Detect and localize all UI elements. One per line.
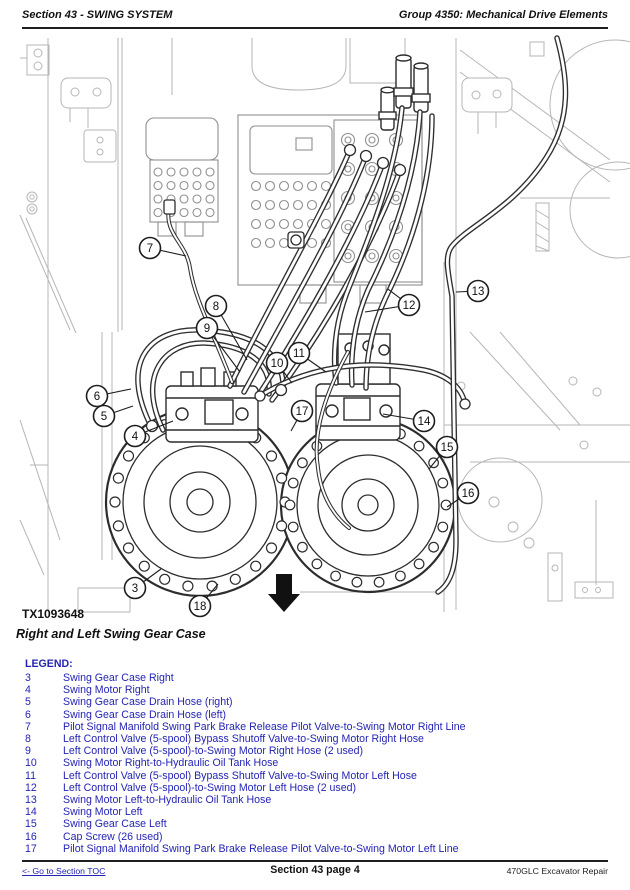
legend-item [25,818,612,830]
legend-item-number: 12 [25,781,37,794]
go-to-section-toc-link[interactable]: <- Go to Section TOC [22,866,106,876]
svg-text:11: 11 [293,347,305,360]
legend-item-number: 16 [25,830,37,843]
callout-12 [365,289,420,316]
legend-item-text: Pilot Signal Manifold Swing Park Brake Release Pilot Valve-to-Swing Motor Right Line [63,720,466,733]
down-arrow-marker [268,574,300,612]
legend-item-text: Swing Motor Right-to-Hydraulic Oil Tank Hose [63,757,279,770]
legend-title: LEGEND: [25,658,73,670]
legend-item-text: Swing Motor Left-to-Hydraulic Oil Tank Hose [63,794,272,807]
legend-item [25,684,612,696]
figure-diagram [0,30,630,622]
legend-item-text: Swing Motor Left [63,806,143,819]
svg-text:4: 4 [131,430,139,443]
legend-item-text: Pilot Signal Manifold Swing Park Brake Release Pilot Valve-to-Swing Motor Left Line [63,842,459,855]
legend-item-number: 13 [25,794,37,807]
callout-13 [456,281,489,302]
figure-image-label: TX1093648 [22,607,85,621]
svg-text:6: 6 [93,390,101,403]
legend-item [25,745,612,757]
legend-item-text: Swing Gear Case Right [63,672,174,684]
svg-text:16: 16 [461,487,475,500]
legend-item [25,721,612,733]
svg-text:17: 17 [295,405,309,418]
legend-item [25,733,612,745]
svg-text:14: 14 [417,415,431,428]
legend-item-number: 8 [25,733,31,746]
legend-item [25,757,612,769]
figure-caption: Right and Left Swing Gear Case [16,627,206,641]
header-group-title: Group 4350: Mechanical Drive Elements [398,9,608,21]
svg-text:18: 18 [193,600,207,613]
legend-item-number: 11 [25,769,36,782]
legend-item-number: 14 [25,806,37,819]
svg-text:15: 15 [440,441,454,454]
legend-item-text: Left Control Valve (5-spool)-to-Swing Motor Right Hose (2 used) [63,745,364,758]
legend-item-text: Swing Gear Case Drain Hose (left) [63,708,227,721]
svg-text:10: 10 [270,357,284,370]
legend-item-text: Swing Gear Case Left [63,818,167,831]
swing-motor-right [166,368,258,442]
legend-item-number: 10 [25,757,37,770]
callout-17 [291,401,313,432]
legend-item-number: 17 [25,842,37,855]
swing-motor-left [316,334,400,440]
legend-item-number: 6 [25,708,31,721]
legend [25,658,612,855]
pilot-signal-manifold [146,118,218,236]
legend-item-number: 15 [25,818,37,831]
legend-item-text: Swing Motor Right [63,684,150,697]
legend-list [25,672,612,855]
legend-item-number: 5 [25,696,31,709]
header-rule [22,27,608,29]
legend-item-text: Left Control Valve (5-spool) Bypass Shutoff Valve-to-Swing Motor Left Hose [63,769,417,782]
svg-text:5: 5 [100,410,108,423]
footer-page-number: Section 43 page 4 [270,864,360,876]
legend-item [25,696,612,708]
legend-item-number: 4 [25,684,31,697]
legend-item-number: 9 [25,745,31,758]
legend-item-text: Left Control Valve (5-spool) Bypass Shutoff Valve-to-Swing Motor Right Hose [63,733,424,746]
legend-item [25,831,612,843]
footer-rule [22,860,608,862]
svg-text:12: 12 [402,299,416,312]
header-section-title: Section 43 - SWING SYSTEM [22,9,173,21]
swing-gear-case-left [281,415,455,592]
svg-text:8: 8 [212,300,220,313]
legend-item [25,806,612,818]
footer-manual-name: 470GLC Excavator Repair [506,866,608,876]
legend-item-number: 3 [25,672,31,684]
legend-item-text: Swing Gear Case Drain Hose (right) [63,696,233,709]
legend-item-number: 7 [25,720,31,733]
svg-text:9: 9 [203,322,211,335]
legend-item [25,782,612,794]
callout-6 [87,386,132,407]
legend-item [25,672,612,684]
svg-text:3: 3 [131,582,139,595]
legend-item [25,794,612,806]
legend-item-text: Left Control Valve (5-spool)-to-Swing Motor Left Hose (2 used) [63,781,357,794]
svg-text:7: 7 [146,242,154,255]
legend-item [25,843,612,855]
legend-item [25,709,612,721]
callout-5 [94,406,134,427]
legend-item [25,770,612,782]
svg-text:13: 13 [471,285,485,298]
legend-item-text: Cap Screw (26 used) [63,830,163,843]
